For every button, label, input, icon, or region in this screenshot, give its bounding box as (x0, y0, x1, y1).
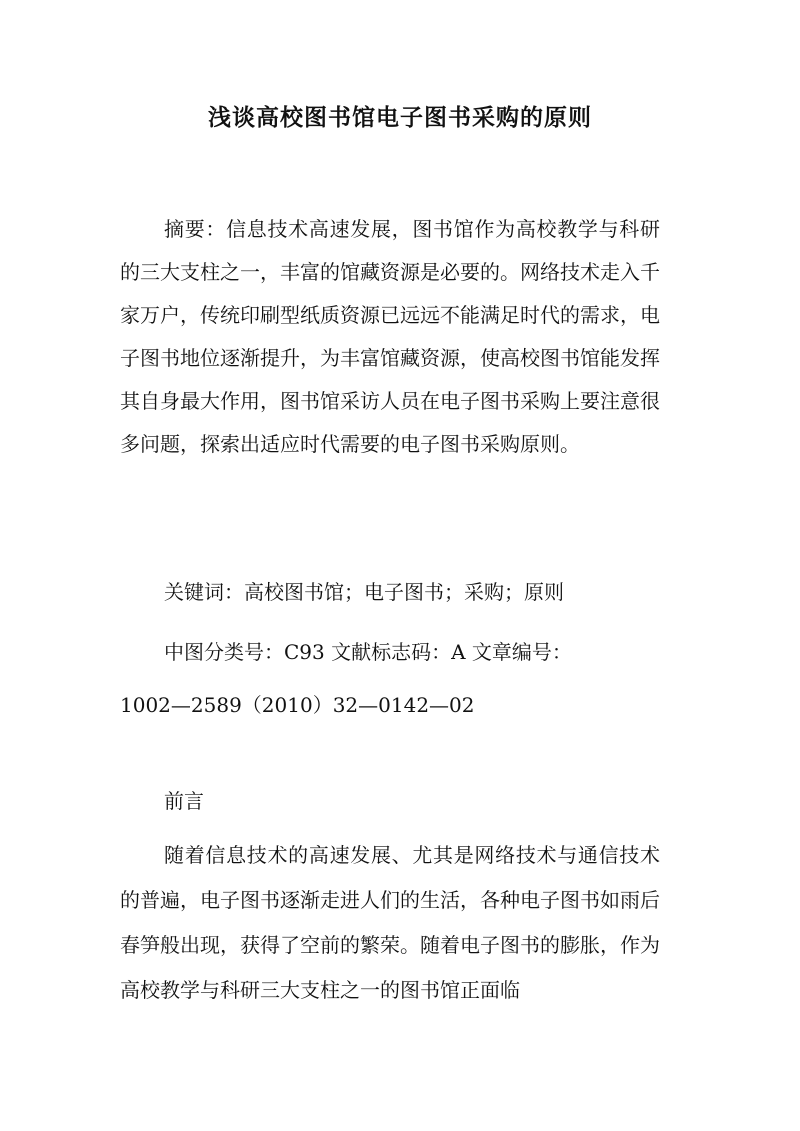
preface-heading: 前言 (164, 789, 204, 813)
keywords-line: 关键词：高校图书馆；电子图书；采购；原则 (164, 580, 564, 604)
classification-block (120, 626, 680, 732)
classification-line-2: 1002—2589（2010）32—0142—02 (120, 693, 475, 717)
abstract-paragraph: 摘要：信息技术高速发展，图书馆作为高校教学与科研的三大支柱之一，丰富的馆藏资源是必要的。网络技术走入千家万户，传统印刷型纸质资源已远远不能满足时代的需求，电子图书地位逐渐提升，为丰富馆藏资源，使高校图书馆能发挥其自身最大作用，图书馆采访人员在电子图书采购上要注意很多问题，探索出适应时代需要的电子图书采购原则。 (120, 217, 660, 456)
preface-paragraph: 随着信息技术的高速发展、尤其是网络技术与通信技术的普遍，电子图书逐渐走进人们的生活，各种电子图书如雨后春笋般出现，获得了空前的繁荣。随着电子图书的膨胀，作为高校教学与科研三大支柱之一的图书馆正面临 (120, 843, 660, 1002)
classification-line-1: 中图分类号：C93 文献标志码：A 文章编号： (164, 640, 572, 664)
document-title: 浅谈高校图书馆电子图书采购的原则 (208, 104, 592, 131)
